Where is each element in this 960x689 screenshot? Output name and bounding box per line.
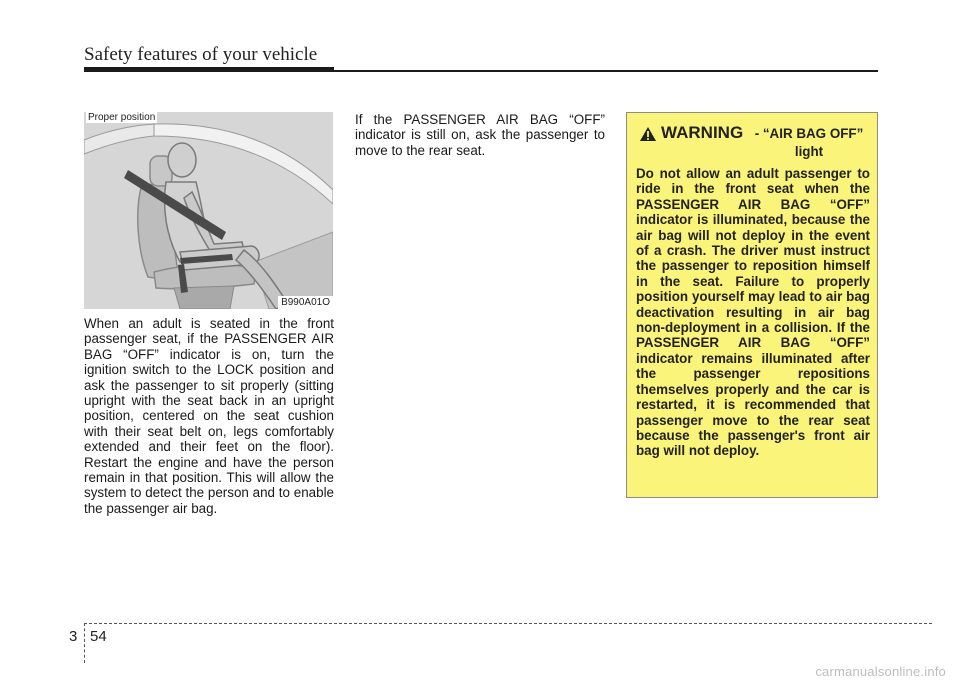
roof-line [84,124,154,154]
header-rule-thin [334,70,878,72]
passenger-seated-drawing [84,112,333,309]
left-column-paragraph: When an adult is seated in the front passenger seat, if the PASSENGER AIR BAG “OFF” indicator is on, turn the ignition switch to the LOCK position and ask the passenger to sit properly (sitting upright with the seat back in an upright position, centered on the seat cushion with their seat belt on, legs comfortably extended and their feet on the floor). Restart the engine and have the person remain in that position. This will allow the system to detect the person and to enable the passenger air bag. [84,316,334,516]
footer-divider [84,623,85,663]
chapter-number: 3 [69,628,78,645]
header-title: Safety features of your vehicle [84,44,318,65]
middle-column-paragraph: If the PASSENGER AIR BAG “OFF” indicator is still on, ask the passenger to move to the rear seat. [355,112,605,158]
illustration-caption: Proper position [88,112,156,123]
page-number: 54 [90,628,107,645]
header-rule-thick [84,67,334,72]
passenger-head [168,143,196,177]
seating-illustration [84,112,333,309]
warning-body: Do not allow an adult passenger to ride in the front seat when the PASSENGER AIR BAG “OFF” indicator is illuminated, because the air bag will not deploy in the event of a crash. The driver must instruct the passenger to reposition himself in the seat. Failure to properly position yourself may lead to air bag deactivation resulting in air bag non-deployment in a collision. If the PASSENGER AIR BAG “OFF” indicator remains illuminated after the passenger repositions themselves properly and the car is restarted, it is recommended that passenger move to the rear seat because the passenger's front air bag will not deploy. [636,166,870,459]
watermark: carmanualsonline.info [815,664,946,679]
warning-subtitle: - “AIR BAG OFF” light [754,126,864,159]
warning-label: WARNING [661,123,744,142]
warning-box [626,112,878,498]
warning-header [639,123,873,163]
footer-rule [84,623,932,624]
warning-triangle-icon [639,126,657,142]
illustration-code: B990A01O [278,296,333,309]
